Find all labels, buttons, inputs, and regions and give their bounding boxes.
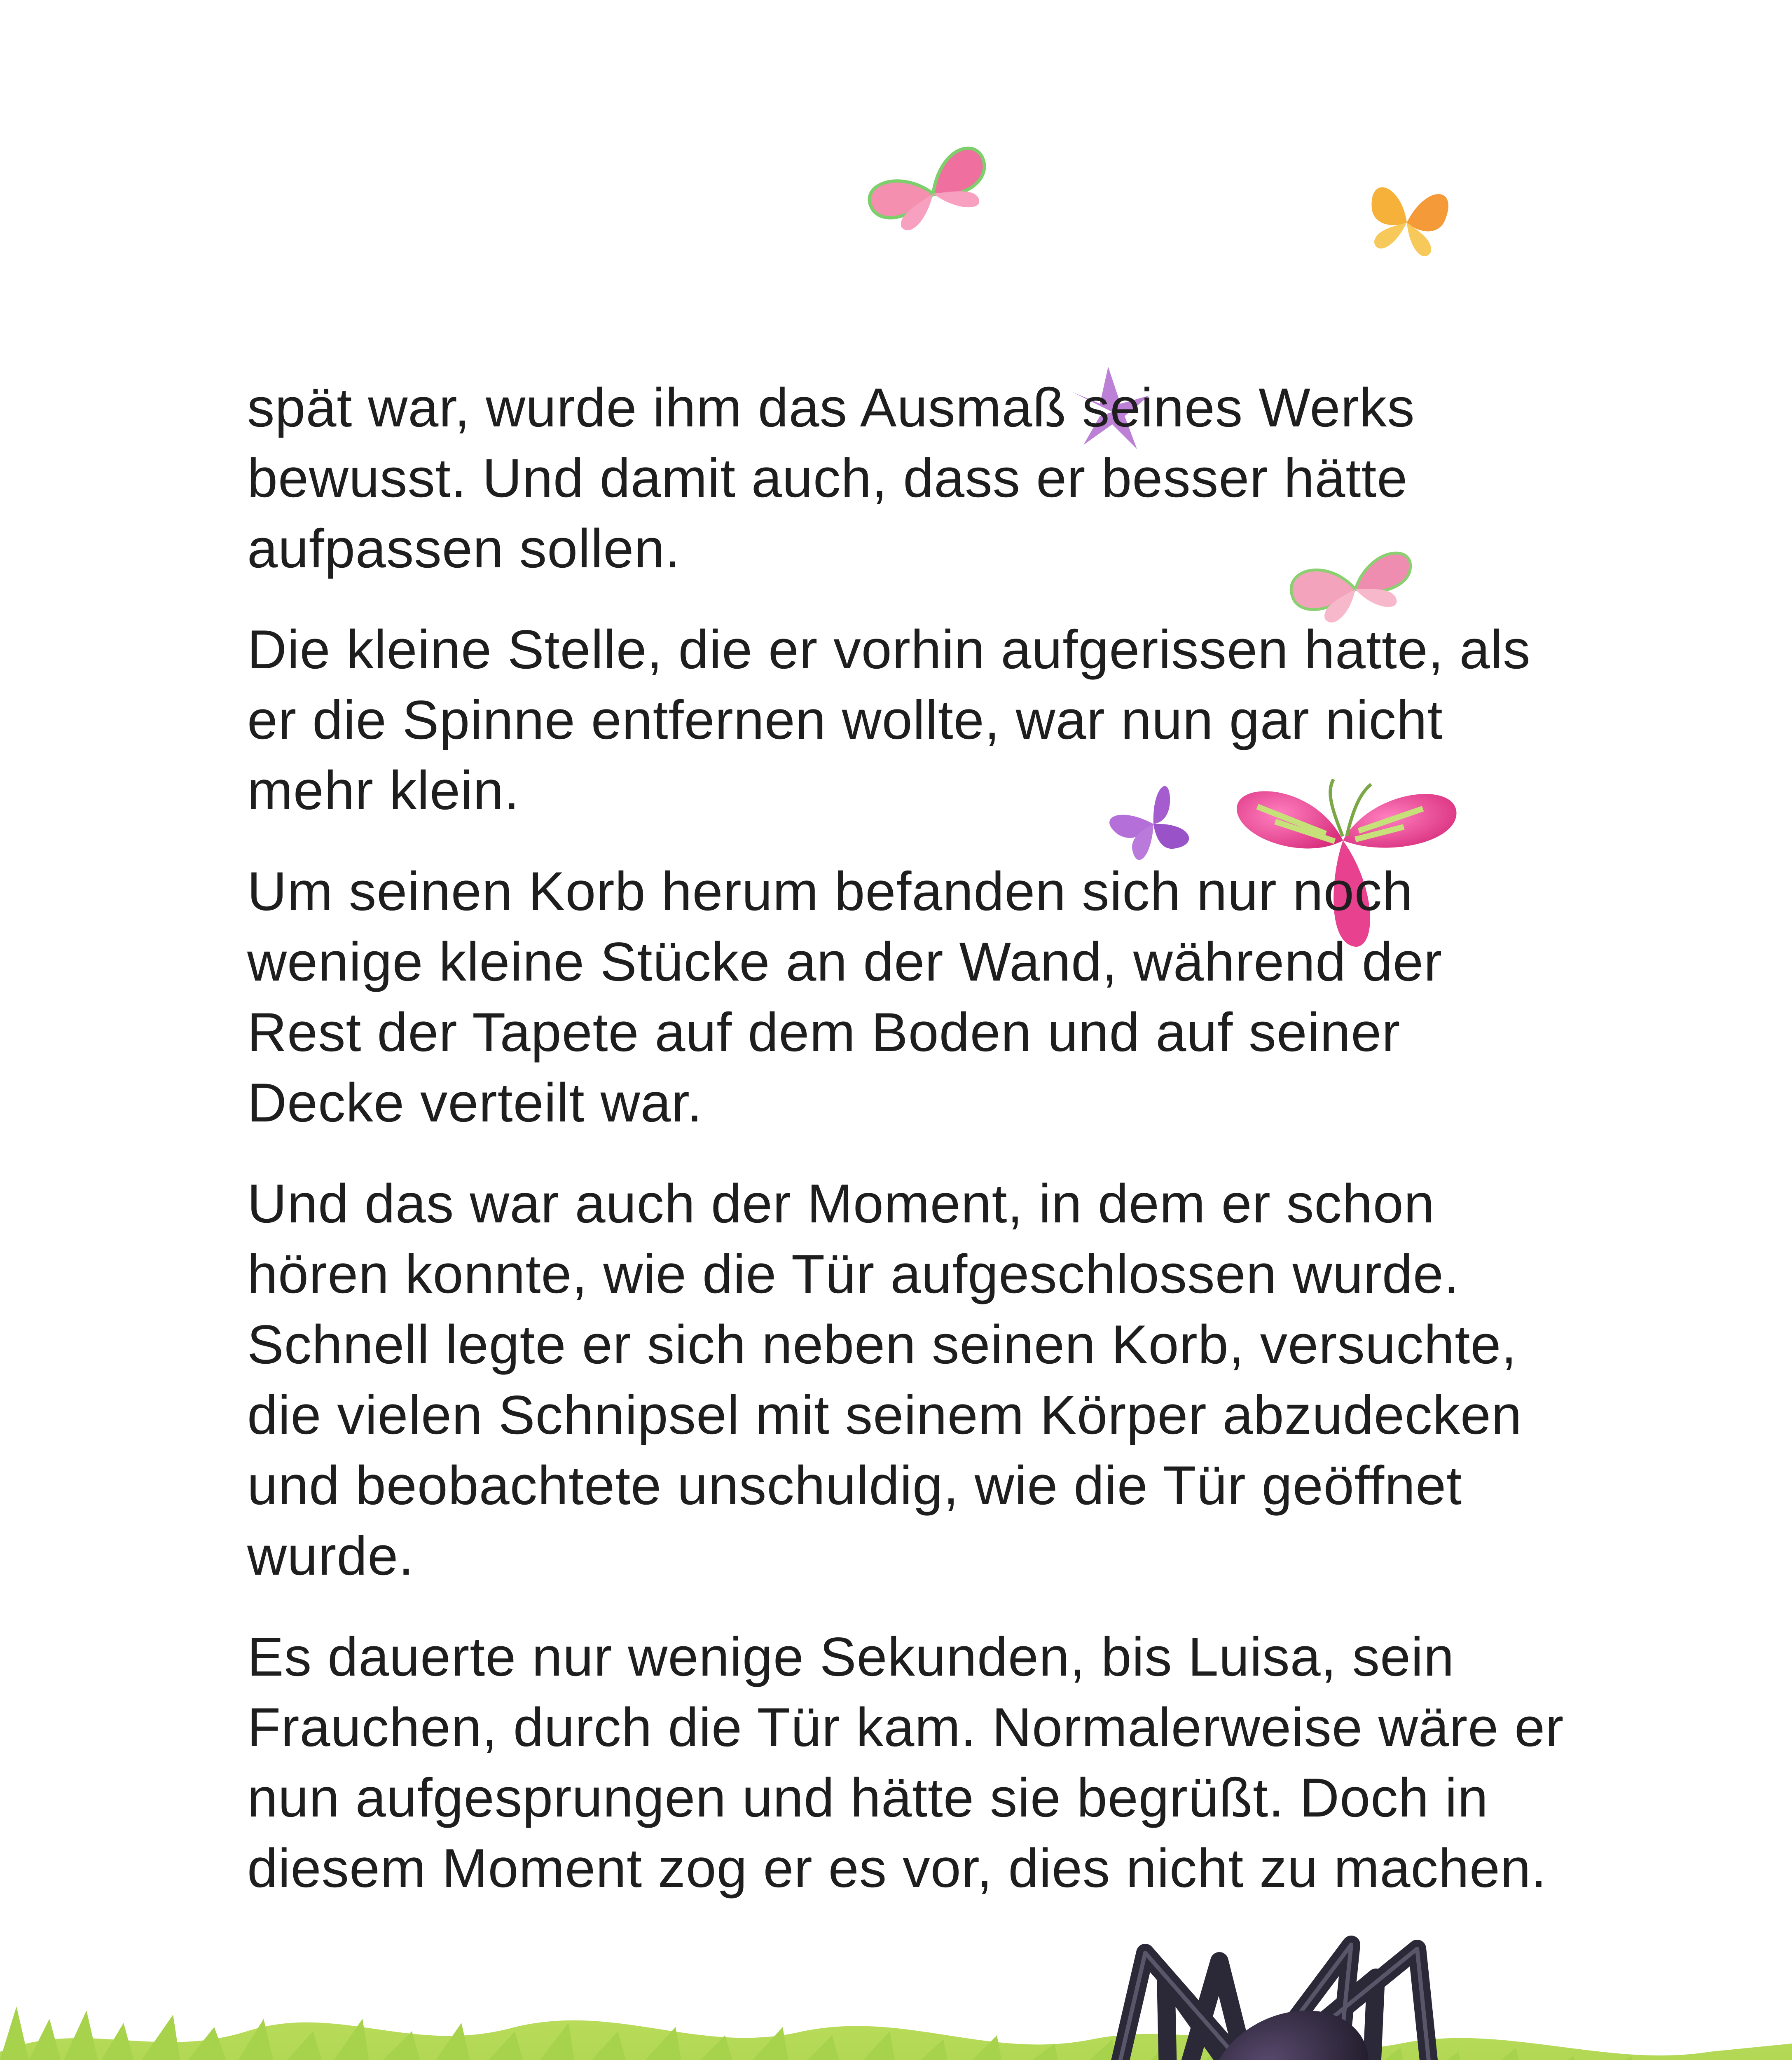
paragraph: Die kleine Stelle, die er vorhin aufgerissen hatte, als er die Spinne entfernen wollte, war nun gar nicht mehr klein.: [247, 619, 1531, 821]
paragraph: spät war, wurde ihm das Ausmaß seines Werks bewusst. Und damit auch, dass er besser hätte aufpassen sollen.: [247, 377, 1415, 579]
story-text: [247, 373, 1565, 1934]
butterfly-icon: [863, 143, 997, 240]
butterfly-icon: [1364, 183, 1450, 259]
grass-meadow: [0, 2006, 1792, 2060]
paragraph: Es dauerte nur wenige Sekunden, bis Luisa, sein Frauchen, durch die Tür kam. Normalerweise wäre er nun aufgesprungen und hätte sie begrüßt. Doch in diesem Moment zog er es vor, dies nicht zu machen.: [247, 1627, 1564, 1899]
paragraph: Um seinen Korb herum befanden sich nur noch wenige kleine Stücke an der Wand, während der Rest der Tapete auf dem Boden und auf seiner Decke verteilt war.: [247, 861, 1443, 1133]
paragraph: Und das war auch der Moment, in dem er schon hören konnte, wie die Tür aufgeschlossen wurde. Schnell legte er sich neben seinen Korb, versuchte, die vielen Schnipsel mit seinem Körper abzudecken und beobachtete unschuldig, wie die Tür geöffnet wurde.: [247, 1173, 1522, 1587]
